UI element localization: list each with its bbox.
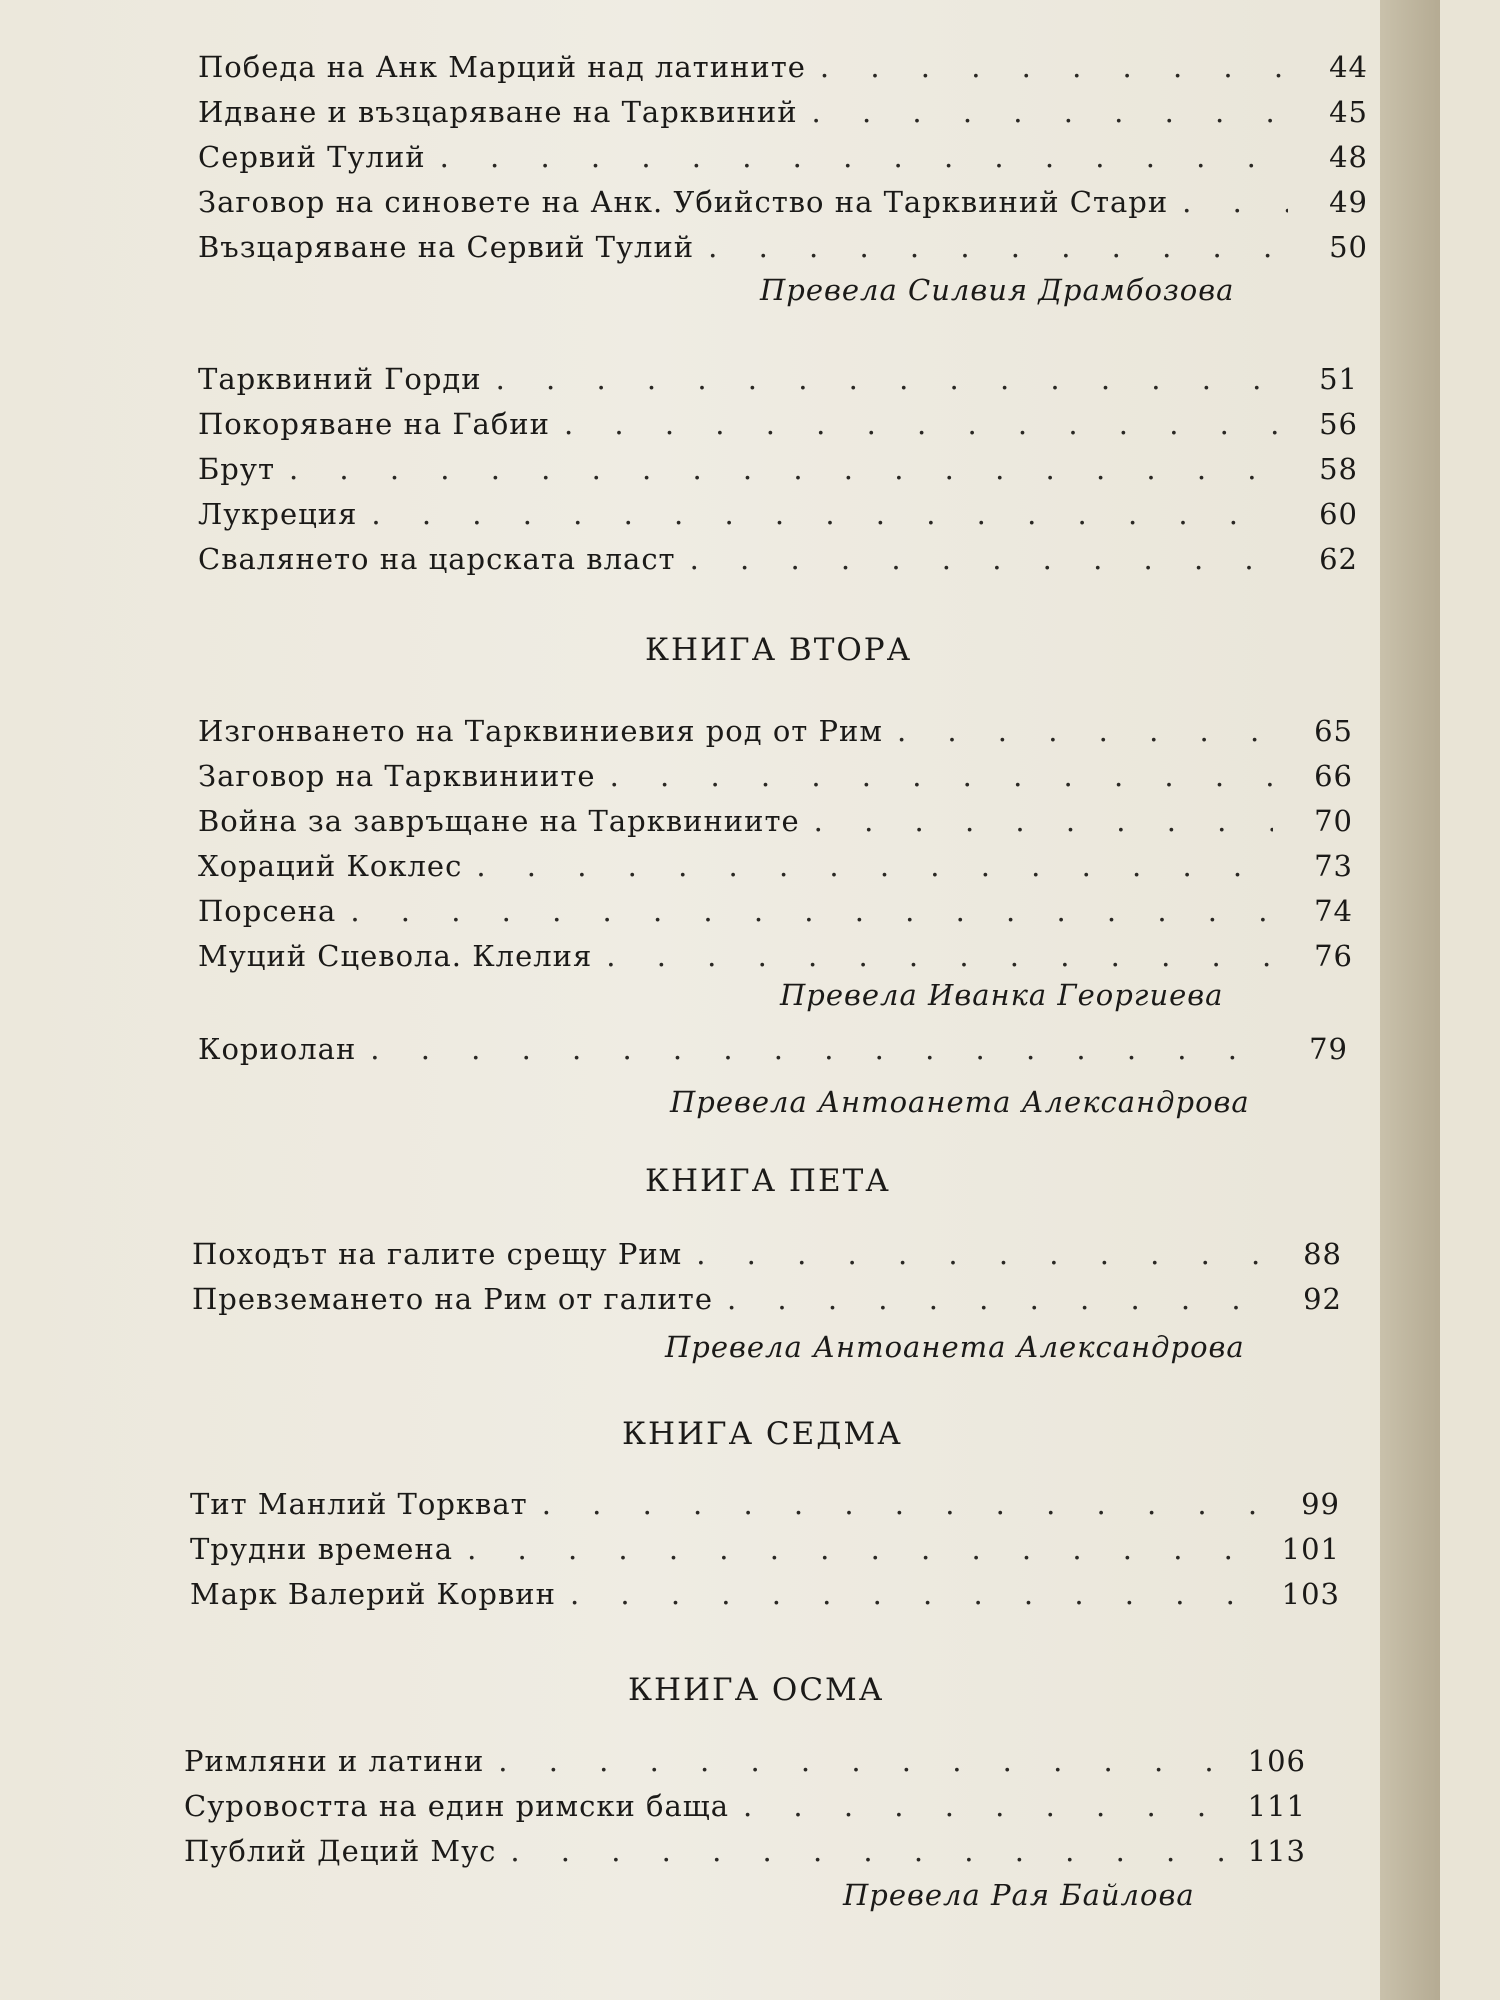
toc-entry-page: 106 bbox=[1247, 1744, 1306, 1778]
toc-entry-page: 58 bbox=[1319, 452, 1358, 486]
toc-entry-page: 66 bbox=[1314, 759, 1353, 793]
toc-entry-title: Победа на Анк Марций над латините bbox=[198, 50, 806, 84]
toc-entry-title: Заговор на Тарквиниите bbox=[198, 759, 596, 793]
toc-entry bbox=[192, 1235, 1342, 1280]
toc-leader-dots bbox=[476, 847, 1273, 883]
toc-entry-page: 60 bbox=[1319, 497, 1358, 531]
toc-entry-title: Публий Деций Мус bbox=[184, 1834, 497, 1868]
toc-entry bbox=[198, 183, 1368, 228]
toc-leader-dots bbox=[820, 48, 1288, 84]
toc-entry bbox=[198, 450, 1358, 495]
toc-entry-title: Изгонването на Тарквиниевия род от Рим bbox=[198, 714, 883, 748]
toc-entry bbox=[198, 937, 1353, 982]
toc-entry-page: 76 bbox=[1314, 939, 1353, 973]
toc-entry-title: Заговор на синовете на Анк. Убийство на Тарквиний Стари bbox=[198, 185, 1169, 219]
toc-entry-title: Превземането на Рим от галите bbox=[192, 1282, 713, 1316]
toc-entry bbox=[190, 1575, 1340, 1620]
toc-entry bbox=[198, 1030, 1348, 1075]
toc-entry-page: 70 bbox=[1314, 804, 1353, 838]
toc-entry-page: 56 bbox=[1319, 407, 1358, 441]
toc-entry bbox=[198, 360, 1358, 405]
toc-entry-title: Кориолан bbox=[198, 1032, 357, 1066]
toc-entry-page: 111 bbox=[1247, 1789, 1306, 1823]
toc-entry-page: 45 bbox=[1329, 95, 1368, 129]
toc-leader-dots bbox=[610, 757, 1273, 793]
toc-leader-dots bbox=[496, 360, 1278, 396]
toc-entry-title: Сервий Тулий bbox=[198, 140, 426, 174]
toc-entry-title: Брут bbox=[198, 452, 275, 486]
toc-entry-title: Покоряване на Габии bbox=[198, 407, 550, 441]
toc-leader-dots bbox=[690, 540, 1278, 576]
toc-entry bbox=[192, 1280, 1342, 1325]
toc-leader-dots bbox=[498, 1742, 1226, 1778]
translator-credit: Превела Иванка Георгиева bbox=[780, 978, 1224, 1012]
toc-leader-dots bbox=[727, 1280, 1262, 1316]
toc-entry-title: Суровостта на един римски баща bbox=[184, 1789, 729, 1823]
toc-leader-dots bbox=[814, 802, 1273, 838]
toc-entry-page: 92 bbox=[1303, 1282, 1342, 1316]
toc-leader-dots bbox=[812, 93, 1288, 129]
toc-entry-title: Муций Сцевола. Клелия bbox=[198, 939, 593, 973]
toc-leader-dots bbox=[350, 892, 1273, 928]
toc-leader-dots bbox=[570, 1575, 1260, 1611]
toc-entry-page: 101 bbox=[1281, 1532, 1340, 1566]
book-heading: КНИГА ВТОРА bbox=[645, 632, 913, 668]
toc-entry bbox=[198, 48, 1368, 93]
translator-credit: Превела Рая Байлова bbox=[843, 1878, 1195, 1912]
toc-leader-dots bbox=[564, 405, 1278, 441]
translator-credit: Превела Антоанета Александрова bbox=[665, 1330, 1245, 1364]
toc-entry-title: Тарквиний Горди bbox=[198, 362, 482, 396]
toc-entry-page: 50 bbox=[1329, 230, 1368, 264]
toc-entry-page: 51 bbox=[1319, 362, 1358, 396]
book-heading: КНИГА ПЕТА bbox=[645, 1163, 891, 1199]
toc-entry bbox=[198, 93, 1368, 138]
toc-entry bbox=[198, 802, 1353, 847]
toc-entry bbox=[184, 1832, 1306, 1877]
toc-entry-title: Походът на галите срещу Рим bbox=[192, 1237, 683, 1271]
toc-entry-title: Римляни и латини bbox=[184, 1744, 485, 1778]
toc-leader-dots bbox=[371, 495, 1278, 531]
toc-leader-dots bbox=[370, 1030, 1268, 1066]
toc-entry bbox=[198, 495, 1358, 540]
toc-leader-dots bbox=[606, 937, 1273, 973]
toc-entry-title: Война за завръщане на Тарквиниите bbox=[198, 804, 800, 838]
toc-entry-page: 44 bbox=[1329, 50, 1368, 84]
toc-entry bbox=[190, 1530, 1340, 1575]
toc-entry-title: Порсена bbox=[198, 894, 337, 928]
toc-entry-page: 49 bbox=[1329, 185, 1368, 219]
toc-leader-dots bbox=[1182, 183, 1288, 219]
toc-entry bbox=[184, 1742, 1306, 1787]
toc-entry-title: Идване и възцаряване на Тарквиний bbox=[198, 95, 798, 129]
toc-entry-page: 99 bbox=[1301, 1487, 1340, 1521]
toc-leader-dots bbox=[743, 1787, 1226, 1823]
toc-entry-page: 48 bbox=[1329, 140, 1368, 174]
toc-leader-dots bbox=[696, 1235, 1262, 1271]
toc-entry-title: Марк Валерий Корвин bbox=[190, 1577, 556, 1611]
toc-entry-title: Тит Манлий Торкват bbox=[190, 1487, 528, 1521]
toc-entry-page: 62 bbox=[1319, 542, 1358, 576]
toc-entry-page: 79 bbox=[1309, 1032, 1348, 1066]
toc-leader-dots bbox=[440, 138, 1288, 174]
book-heading: КНИГА ОСМА bbox=[628, 1672, 885, 1708]
toc-leader-dots bbox=[708, 228, 1288, 264]
toc-leader-dots bbox=[289, 450, 1278, 486]
toc-entry bbox=[190, 1485, 1340, 1530]
toc-entry bbox=[198, 540, 1358, 585]
toc-entry-page: 103 bbox=[1281, 1577, 1340, 1611]
book-heading: КНИГА СЕДМА bbox=[622, 1416, 903, 1452]
toc-entry bbox=[198, 405, 1358, 450]
toc-entry-page: 88 bbox=[1303, 1237, 1342, 1271]
toc-entry bbox=[198, 757, 1353, 802]
toc-entry-title: Трудни времена bbox=[190, 1532, 454, 1566]
toc-entry bbox=[198, 847, 1353, 892]
toc-entry bbox=[198, 892, 1353, 937]
toc-leader-dots bbox=[467, 1530, 1260, 1566]
toc-entry bbox=[198, 712, 1353, 757]
toc-entry-title: Хораций Коклес bbox=[198, 849, 463, 883]
toc-leader-dots bbox=[542, 1485, 1260, 1521]
toc-entry bbox=[198, 138, 1368, 183]
translator-credit: Превела Антоанета Александрова bbox=[670, 1085, 1250, 1119]
toc-entry-title: Възцаряване на Сервий Тулий bbox=[198, 230, 695, 264]
toc-leader-dots bbox=[897, 712, 1273, 748]
toc-entry bbox=[198, 228, 1368, 273]
toc-entry-page: 113 bbox=[1247, 1834, 1306, 1868]
page-edge bbox=[1380, 0, 1440, 2000]
toc-entry-title: Свалянето на царската власт bbox=[198, 542, 676, 576]
toc-entry-title: Лукреция bbox=[198, 497, 358, 531]
toc-entry-page: 65 bbox=[1314, 714, 1353, 748]
toc-entry-page: 74 bbox=[1314, 894, 1353, 928]
toc-entry-page: 73 bbox=[1314, 849, 1353, 883]
translator-credit: Превела Силвия Драмбозова bbox=[760, 273, 1235, 307]
toc-leader-dots bbox=[510, 1832, 1226, 1868]
toc-entry bbox=[184, 1787, 1306, 1832]
